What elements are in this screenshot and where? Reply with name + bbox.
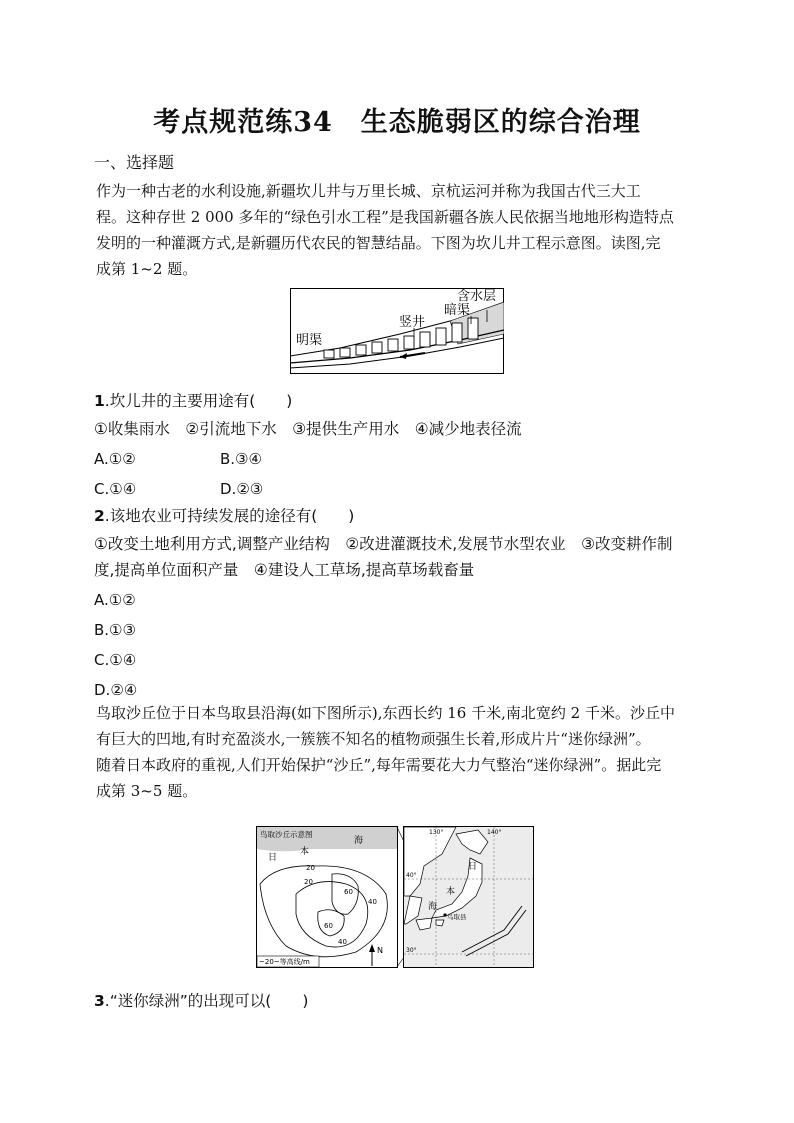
lat-label: 30° (406, 947, 417, 954)
label-sea: 海 (428, 902, 438, 912)
question-statements: 度,提高单位面积产量 ④建设人工草场,提高草场载畜量 (94, 561, 475, 579)
label-hidden-channel: 暗渠 (444, 303, 471, 318)
passage-karez (96, 178, 700, 282)
question-stem: .该地农业可持续发展的途径有( ) (104, 507, 355, 525)
question-number: 2 (94, 507, 105, 525)
question-stem: .“迷你绿洲”的出现可以( ) (104, 992, 309, 1010)
question-3 (94, 988, 308, 1014)
passage-line: 作为一种古老的水利设施,新疆坎儿井与万里长城、京杭运河并称为我国古代三大工 (96, 182, 641, 200)
label-tottori-prefecture: 鸟取县 (447, 913, 467, 921)
passage-line: 随着日本政府的重视,人们开始保护“沙丘”,每年需要花大力气整治“迷你绿洲”。据此完 (96, 756, 662, 774)
passage-line: 程。这种存世 2 000 多年的“绿色引水工程”是我国新疆各族人民依据当地地形构造特点 (96, 208, 674, 226)
lon-label: 140° (487, 829, 502, 836)
lon-label: 130° (429, 829, 444, 836)
option-c[interactable]: C.①④ (94, 651, 137, 669)
label-vertical-well: 竖井 (399, 315, 426, 330)
label-aquifer: 含水层 (457, 289, 497, 304)
passage-line: 发明的一种灌溉方式,是新疆历代农民的智慧结晶。下图为坎儿井工程示意图。读图,完 (96, 234, 661, 252)
left-map-title: 鸟取沙丘示意图 (260, 830, 313, 839)
question-stem: .坎儿井的主要用途有( ) (104, 392, 293, 410)
page-title: 考点规范练34 生态脆弱区的综合治理 (153, 107, 641, 138)
passage-line: 有巨大的凹地,有时充盈淡水,一簇簇不知名的植物顽强生长着,形成片片“迷你绿洲”。 (96, 730, 651, 748)
option-a[interactable]: A.①② (94, 450, 136, 468)
label-ben: 本 (446, 887, 456, 897)
label-ben: 本 (300, 847, 310, 857)
section-heading: 一、选择题 (94, 153, 175, 172)
option-d[interactable]: D.②④ (94, 681, 138, 699)
passage-line: 成第 3~5 题。 (96, 782, 198, 800)
label-open-channel: 明渠 (296, 333, 323, 348)
question-statements: ①改变土地利用方式,调整产业结构 ②改进灌溉技术,发展节水型农业 ③改变耕作制 (94, 535, 673, 553)
label-sea: 海 (354, 836, 364, 846)
tottori-map-figure (256, 824, 536, 970)
question-number: 1 (94, 392, 105, 410)
contour-label: 20 (306, 864, 315, 872)
passage-line: 鸟取沙丘位于日本鸟取县沿海(如下图所示),东西长约 16 千米,南北宽约 2 千米。沙丘中 (96, 704, 675, 722)
contour-label: 20 (304, 878, 313, 886)
passage-line: 成第 1~2 题。 (96, 260, 198, 278)
option-b[interactable]: B.①③ (94, 621, 136, 639)
contour-legend: ~20~等高线/m (259, 958, 310, 966)
option-a[interactable]: A.①② (94, 591, 136, 609)
contour-label: 40 (368, 898, 377, 906)
label-ri: 日 (468, 862, 478, 872)
question-statements: ①收集雨水 ②引流地下水 ③提供生产用水 ④减少地表径流 (94, 420, 522, 438)
north-indicator: N (377, 946, 383, 955)
question-2 (94, 503, 673, 703)
question-number: 3 (94, 992, 105, 1010)
passage-tottori (96, 700, 700, 804)
contour-label: 60 (324, 922, 333, 930)
karez-diagram (290, 288, 504, 374)
lat-label: 40° (406, 872, 417, 879)
contour-label: 40 (338, 938, 347, 946)
option-c[interactable]: C.①④ (94, 480, 137, 498)
contour-label: 60 (344, 888, 353, 896)
option-d[interactable]: D.②③ (220, 480, 264, 498)
label-ri: 日 (268, 853, 278, 863)
question-1 (94, 388, 522, 502)
option-b[interactable]: B.③④ (220, 450, 262, 468)
